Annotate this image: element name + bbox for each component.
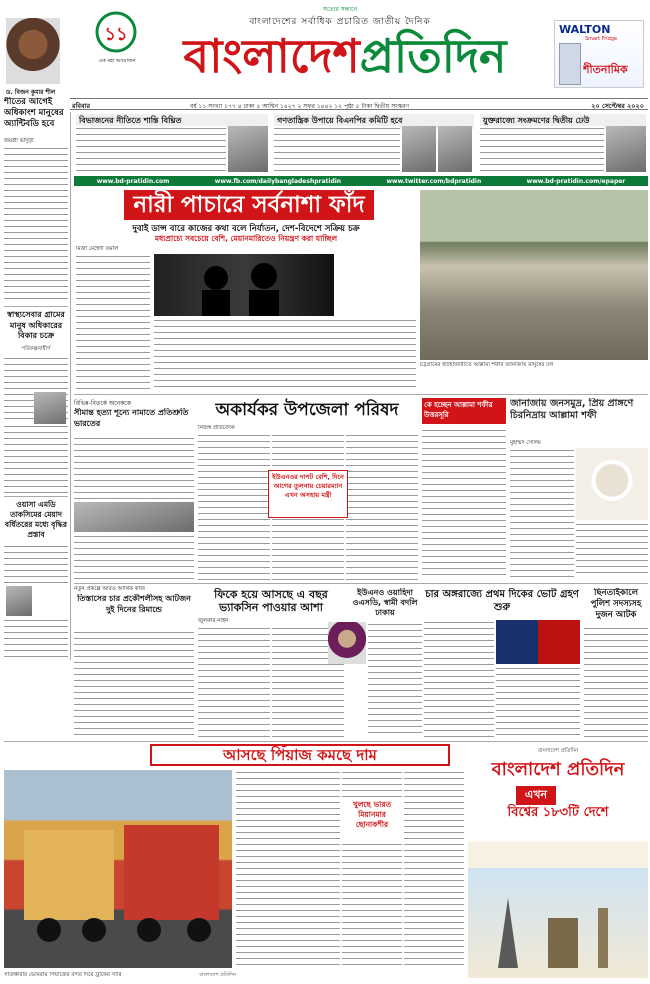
- uno-headline: ইউএনও ওয়াহিদা ওএসডি, স্বামী বদলি ঢাকায়: [352, 588, 418, 617]
- masthead: [0, 0, 650, 108]
- lead-headline-box: [124, 190, 374, 220]
- fridge-image: [559, 43, 581, 85]
- shafi-photo: [576, 448, 648, 520]
- lead-sub-1: দুবাই ডান্স বারে কাজের কথা বলে নির্যাতন, দেশ-বিদেশে সক্রিয় চক্র: [132, 224, 360, 234]
- health-body-2: [4, 424, 68, 494]
- profile-caption: ড. বিজন কুমার শীল: [6, 89, 56, 96]
- onion-body-4: [404, 770, 464, 968]
- strip-body-1: [76, 126, 226, 172]
- jamaza-body: [510, 448, 574, 578]
- lead-body-3: [154, 318, 416, 392]
- us-election-graphic: [496, 620, 580, 664]
- tagline-top: সত্যের সন্ধানে: [322, 6, 358, 13]
- profile-photo: [6, 18, 60, 84]
- link-epaper[interactable]: www.bd-pratidin.com/epaper: [526, 177, 626, 185]
- lead-headline: নারী পাচারে সর্বনাশা ফাঁদ: [133, 192, 365, 218]
- strip-headline-3[interactable]: যুক্তরাজ্যে সংক্রমণের দ্বিতীয় ঢেউ: [480, 114, 646, 129]
- onion-headline-box: [150, 744, 450, 766]
- jamaza-headline: জানাজায় জনসমুদ্র, প্রিয় প্রাঙ্গণে চিরনিদ্রায় আল্লামা শফী: [510, 398, 634, 421]
- teesta-headline: তিস্তাসের চার প্রকৌশলীসহ আটজন দুই দিনের রিমান্ডে: [77, 594, 191, 614]
- successor-tag: কে হচ্ছেন আল্লামা শফীর উত্তরসূরি: [424, 401, 493, 419]
- wasa-headline: ওয়াসা এমডি তাকসিমের মেয়াদ বর্ধিতরের মধ্যে বৃদ্ধির প্রস্তাব: [4, 500, 68, 539]
- date-bar: [70, 98, 648, 110]
- tagline: বাংলাদেশের সর্বাধিক প্রচারিত জাতীয় দৈনিক: [249, 17, 431, 27]
- left-profile-headline: শীতের আগেই অধিকাংশ মানুষের অ্যান্টিবডি হবে: [4, 97, 64, 129]
- newspaper-title: [150, 26, 540, 86]
- strip-body-3: [480, 126, 604, 172]
- top-strip: [74, 114, 648, 174]
- upazila-byline: নিজস্ব প্রতিবেদক: [198, 425, 235, 431]
- upazila-body-1: [198, 433, 270, 581]
- ad-label: শীতনামিক: [583, 63, 628, 76]
- photo-caption: চট্টগ্রামের হাটহাজারীতে আল্লামা শফীর জানাজায় মানুষের ঢল: [420, 362, 554, 368]
- anniversary-badge: [92, 10, 140, 56]
- link-website[interactable]: www.bd-pratidin.com: [96, 177, 170, 185]
- teesta-body: [74, 630, 194, 738]
- onion-trucks-photo: [4, 770, 232, 968]
- ad-sub: Smart Fridge: [585, 36, 618, 42]
- uno-body: [368, 622, 422, 738]
- promo-overline: বাংলাদেশ প্রতিদিন: [537, 748, 579, 754]
- issue-info: বর্ষ ১১ সংখ্যা ১৭৭ ৪ ঢাকা ৫ আশ্বিন ১৪২৭ ২ সফর ১৪৪২ ১২ পৃষ্ঠা ৫ টাকা দ্বিতীয় সংস্করণ: [190, 103, 410, 110]
- border-body-2: [74, 534, 194, 580]
- border-photo: [74, 502, 194, 532]
- link-twitter[interactable]: www.twitter.com/bdpratidin: [386, 177, 482, 185]
- health-tag: পরিকল্পনাধীর্ণ: [21, 346, 51, 352]
- vaccine-headline: ফিকে হয়ে আসছে এ বছর ভ্যাকসিন পাওয়ার আশা: [214, 588, 328, 614]
- jamaza-byline: মুহাম্মদ সেলিম: [510, 440, 541, 446]
- wasa-body: [4, 544, 68, 584]
- police-body: [584, 626, 648, 738]
- lead-body-1: [76, 254, 150, 392]
- badge-subtitle: এক মহা আয়োজন: [98, 58, 136, 64]
- johnson-photo: [606, 126, 646, 172]
- vote-body: [424, 620, 494, 738]
- onion-side-headline: খুলছে ভারত মিয়ানমার ছোনাকশীর: [352, 800, 392, 829]
- teesta-kicker: নতুন প্রকল্পে আরও আর্থিক কাজ: [74, 586, 146, 592]
- vaccine-body-1: [198, 626, 270, 738]
- ad-brand: WALTON: [559, 23, 611, 36]
- successor-tag-box: [422, 398, 506, 424]
- strip-headline-2[interactable]: গণতান্ত্রিক উপায়ে বিএনপির কমিটি হবে: [274, 114, 474, 129]
- funeral-crowd-photo: [420, 190, 648, 360]
- day-label: রবিবার: [72, 102, 91, 110]
- lead-silhouette-photo: [154, 254, 334, 316]
- vote-body-2: [496, 666, 580, 738]
- svg-text:১১: ১১: [104, 24, 128, 45]
- upazila-body-3: [346, 433, 418, 581]
- onion-photo-caption: সাতক্ষীরার ভোমরায় পিঁয়াজের বন্দর দিয়ে ট্রাকের সারি: [4, 972, 122, 978]
- onion-body-1: [236, 770, 340, 968]
- bnp-photo-1: [402, 126, 436, 172]
- minister-photo: [34, 392, 66, 426]
- wasa-photo: [6, 586, 32, 616]
- date-label: ২০ সেপ্টেম্বর ২০২০: [591, 102, 644, 110]
- onion-body-3: [342, 842, 402, 968]
- onion-photo-credit: বাংলাদেশ প্রতিদিন: [199, 972, 236, 978]
- onion-body-2: [342, 770, 402, 798]
- walton-ad[interactable]: [554, 20, 644, 88]
- title-part-2: প্রতিদিন: [359, 29, 507, 83]
- landmarks-graphic: [468, 868, 648, 978]
- links-bar: [74, 176, 648, 186]
- lead-byline: মির্জা মেহেদী তমাল: [76, 246, 119, 252]
- wasa-body-2: [4, 618, 68, 658]
- police-headline: ছিনতাইকালে পুলিশ সদস্যসহ দুজন আটক: [590, 588, 642, 620]
- bnp-photo-2: [438, 126, 472, 172]
- left-profile-body: [4, 146, 68, 304]
- vaccine-byline: জুলকার নাইন: [198, 618, 229, 624]
- border-headline: সীমান্ত হত্যা শূন্যে নামাতে প্রতিশ্রুতি ভারতের: [74, 408, 189, 428]
- upazila-headline: অকার্যকর উপজেলা পরিষদ: [215, 400, 399, 420]
- left-profile-byline: জয়শ্রী ভাদুড়ী: [4, 138, 34, 144]
- jamaza-body-2: [576, 522, 648, 578]
- guterres-photo: [228, 126, 268, 172]
- border-body: [74, 436, 194, 500]
- upazila-quote: ইউএনওর দাপট বেশি, দিনে আগের তুলনায় চেয়ারম্যান এখন অসহায় মন্ত্রী: [272, 473, 344, 499]
- strip-body-2: [274, 126, 400, 172]
- promo-now: এখন: [516, 786, 556, 805]
- promo-countries: বিশ্বের ১৮৩টি দেশে: [507, 805, 609, 820]
- onion-headline: আসছে পিঁয়াজ কমছে দাম: [223, 746, 377, 764]
- lead-sub-2: মধ্যপ্রাচ্যে সবচেয়ে বেশি, মেয়ানমারিতেও নিয়ন্ত্রণ করা যাচ্ছিল: [154, 234, 338, 243]
- successor-body: [422, 428, 506, 578]
- promo-box[interactable]: [468, 748, 648, 978]
- kicker-text: বিভিন্ন-বিতর্কে অনেককে: [74, 400, 131, 407]
- title-part-1: বাংলাদেশ: [183, 29, 360, 83]
- health-headline: স্বাস্থ্যসেবার গ্রামের মানুষ অধিকারের বিকার চক্রে: [7, 310, 65, 340]
- link-facebook[interactable]: www.fb.com/dailybangladeshpratidin: [214, 177, 342, 185]
- strip-headline-1[interactable]: বিভাজনের নীতিতে শান্তি বিঘ্নিত: [76, 114, 268, 129]
- uno-photo: [328, 622, 366, 664]
- vote-headline: চার অঙ্গরাজ্যে প্রথম দিকের ভোট গ্রহণ শুরু: [425, 589, 579, 613]
- upazila-quote-box: [268, 470, 348, 518]
- promo-title: বাংলাদেশ প্রতিদিন: [491, 759, 625, 780]
